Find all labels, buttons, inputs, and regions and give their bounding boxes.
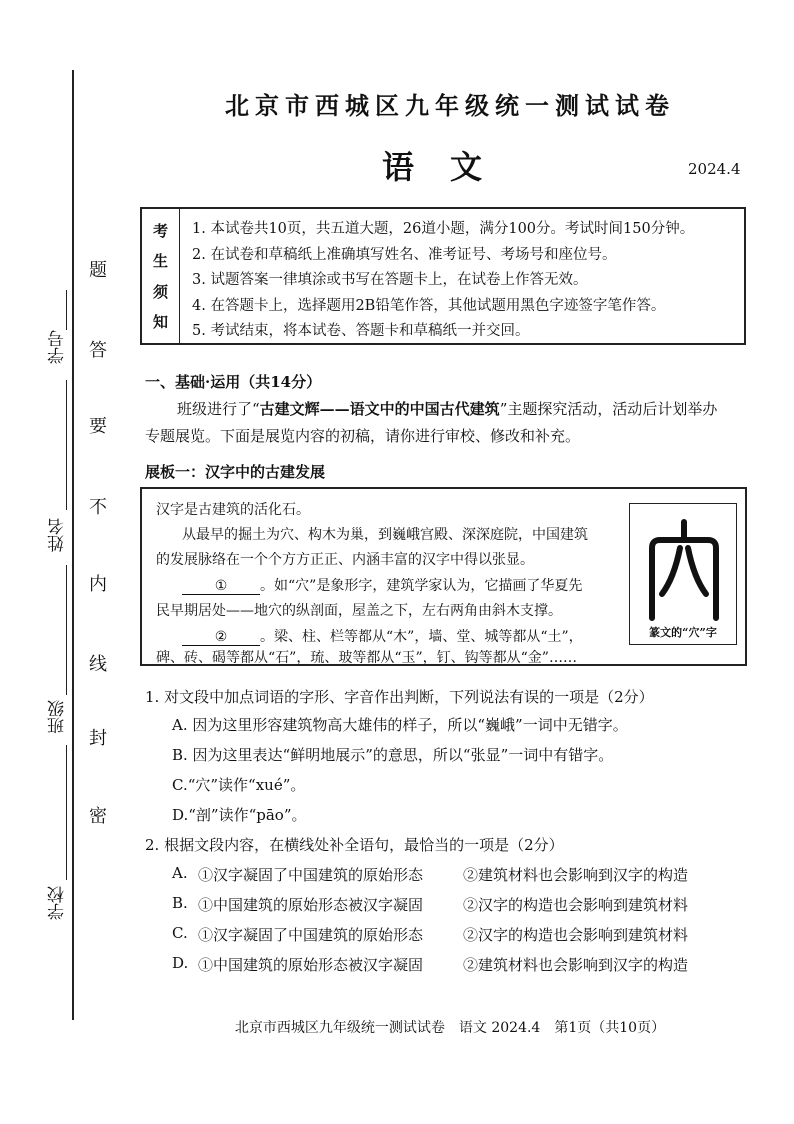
school-label: 学校 [48,886,68,920]
binding-line [72,70,74,1020]
seal-script-glyph-box [629,503,737,645]
panel-line [182,626,583,646]
class-underline [66,565,67,695]
section-intro-line2: 专题展览。下面是展览内容的初稿，请你进行审校、修改和补充。 [145,427,581,445]
panel-line [182,575,582,595]
q2-option-b-part2: ②汉字的构造也会影响到建筑材料 [463,896,689,914]
seal-char: 答 [89,340,107,361]
notice-item: 3. 试题答案一律填涂或书写在答题卡上，在试卷上作答无效。 [192,272,588,288]
q2-option-c-label: C. [172,924,188,942]
board-title: 展板一：汉字中的古建发展 [145,463,326,481]
q1-option-d: D.“剖”读作“pāo”。 [172,806,307,824]
section-intro [177,398,717,419]
name-field [48,518,68,552]
subject-title: 语文 [381,148,518,186]
school-field [48,886,68,920]
q2-option-d-label: D. [172,954,189,972]
panel-line: 碑、砖、碣等都从“石”，琉、玻等都从“玉”，钉、钩等都从“金”…… [156,650,577,666]
notice-side-char: 须 [152,282,168,301]
exam-notice-box [140,207,746,345]
notice-list [192,217,694,345]
blank-1: ① [182,578,260,595]
notice-item: 1. 本试卷共10页，共五道大题，26道小题，满分100分。考试时间150分钟。 [192,221,695,237]
notice-side-label [142,209,180,343]
exam-title: 北京市西城区九年级统一测试试卷 [225,92,675,120]
class-label: 班级 [48,700,68,734]
seal-char: 不 [89,497,107,518]
q2-option-d-part2: ②建筑材料也会影响到汉字的构造 [463,956,689,974]
glyph-caption: 篆文的“穴”字 [649,626,717,639]
panel-text: 。如“穴”是象形字，建筑学家认为，它描画了华夏先 [260,578,583,594]
seal-char: 内 [89,574,107,595]
binding-margin [0,0,130,1124]
display-board-panel [140,487,747,666]
q1-option-b: B. 因为这里表达“鲜明地展示”的意思，所以“张显”一词中有错字。 [172,746,614,764]
student-id-label: 学号 [48,330,68,364]
question-2-stem: 2. 根据文段内容，在横线处补全语句，最恰当的一项是（2分） [145,836,564,854]
q2-option-a-part2: ②建筑材料也会影响到汉字的构造 [463,866,689,884]
q1-option-a: A. 因为这里形容建筑物高大雄伟的样子，所以“巍峨”一词中无错字。 [172,716,628,734]
q2-option-a-label: A. [172,864,188,882]
panel-text: 。梁、柱、栏等都从“木”，墙、堂、城等都从“土”， [260,629,583,645]
page-footer: 北京市西城区九年级统一测试试卷 语文 2024.4 第1页（共10页） [234,1020,666,1036]
notice-side-char: 考 [152,221,168,240]
q2-option-c-part2: ②汉字的构造也会影响到建筑材料 [463,926,689,944]
name-label: 姓名 [48,518,68,552]
school-underline [66,745,67,880]
intro-theme: 古建文辉——语文中的中国古代建筑 [259,400,500,418]
seal-char: 封 [89,728,107,749]
notice-item: 4. 在答题卡上，选择题用2B铅笔作答，其他试题用黑色字迹签字笔作答。 [192,297,666,314]
panel-line: 从最早的掘土为穴、构木为巢，到巍峨宫殿、深深庭院，中国建筑 [182,527,588,543]
q2-option-b-part1: ①中国建筑的原始形态被汉字凝固 [198,896,424,914]
intro-text: 班级进行了“ [177,400,260,418]
seal-char: 要 [89,416,107,437]
name-underline-top [66,380,67,510]
student-id-field [48,330,68,364]
seal-char: 线 [89,654,107,675]
question-1-stem: 1. 对文段中加点词语的字形、字音作出判断，下列说法有误的一项是（2分） [145,688,654,706]
intro-text: ”主题探究活动，活动后计划举办 [499,400,718,418]
q2-option-a-part1: ①汉字凝固了中国建筑的原始形态 [198,866,424,884]
q2-option-c-part1: ①汉字凝固了中国建筑的原始形态 [198,926,424,944]
student-id-underline [66,290,67,330]
q2-option-b-label: B. [172,894,188,912]
panel-line: 汉字是古建筑的活化石。 [156,502,310,518]
class-field [48,700,68,734]
panel-line: 的发展脉络在一个个方方正正、内涵丰富的汉字中得以张显。 [156,552,534,568]
notice-side-char: 知 [152,313,168,332]
notice-item: 5. 考试结束，将本试卷、答题卡和草稿纸一并交回。 [192,323,530,339]
notice-side-char: 生 [152,252,168,271]
section-heading: 一、基础·运用（共14分） [145,373,322,391]
seal-script-xue-glyph-icon [644,518,724,622]
seal-char: 题 [89,260,107,281]
notice-item: 2. 在试卷和草稿纸上准确填写姓名、准考证号、考场号和座位号。 [192,246,617,263]
seal-char: 密 [89,806,107,827]
blank-2: ② [182,629,260,646]
q1-option-c: C.“穴”读作“xué”。 [172,776,306,794]
exam-date: 2024.4 [688,160,741,178]
panel-line: 民早期居处——地穴的纵剖面，屋盖之下，左右两角由斜木支撑。 [156,603,562,619]
q2-option-d-part1: ①中国建筑的原始形态被汉字凝固 [198,956,424,974]
